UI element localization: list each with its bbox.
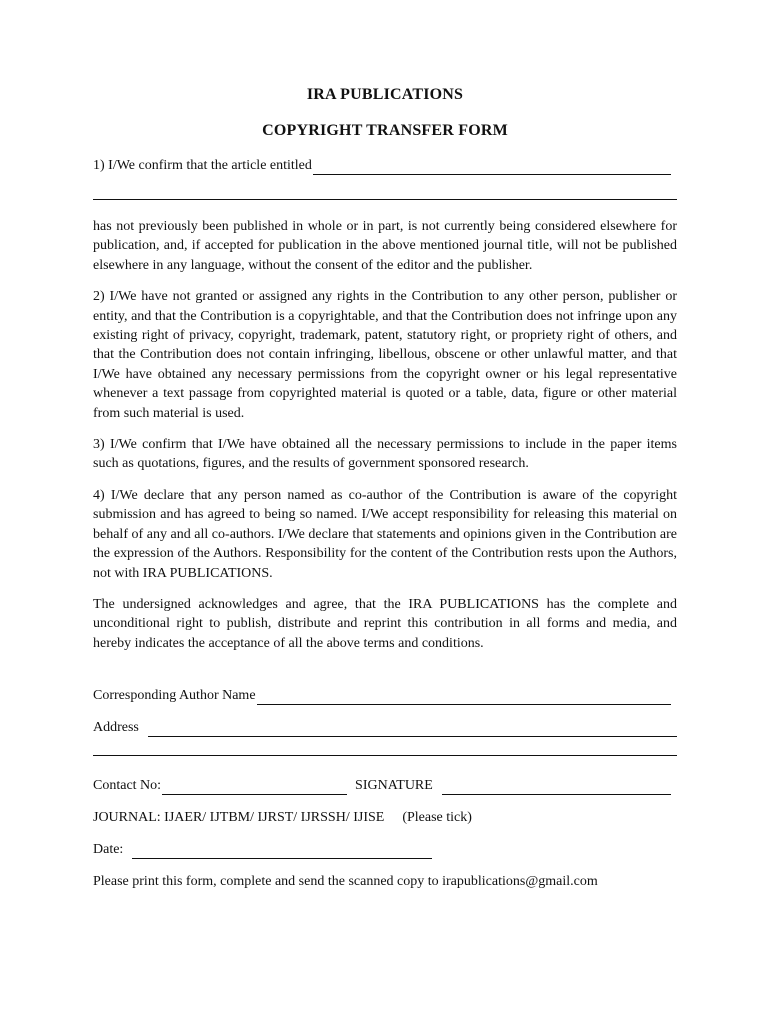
article-title-label: 1) I/We confirm that the article entitled bbox=[93, 158, 312, 173]
date-line[interactable] bbox=[132, 844, 432, 859]
journal-label: JOURNAL: IJAER/ IJTBM/ IJRST/ IJRSSH/ IJISE bbox=[93, 810, 385, 826]
date-label: Date: bbox=[93, 842, 124, 858]
address-row bbox=[93, 718, 677, 737]
form-title: COPYRIGHT TRANSFER FORM bbox=[262, 122, 508, 139]
paragraph-1: has not previously been published in whole or in part, is not currently being considered elsewhere for publication, and, if accepted for publication in the above mentioned journal title, will not be published elsewhere in any language, without the consent of the editor and the publisher. bbox=[93, 219, 677, 273]
footer-note: Please print this form, complete and send the scanned copy to irapublications@gmail.com bbox=[93, 874, 598, 890]
paragraph-3: 3) I/We confirm that I/We have obtained all the necessary permissions to include in the paper items such as quotations, figures, and the results of government sponsored research. bbox=[93, 437, 677, 472]
signature-line[interactable] bbox=[442, 780, 671, 795]
copyright-form bbox=[93, 86, 677, 892]
paragraph-4: 4) I/We declare that any person named as co-author of the Contribution is aware of the copyright submission and has agreed to being so named. I/We accept responsibility for releasing this material on behalf of any and all co-authors. I/We declare that statements and opinions given in the Contribution are the expression of the Authors. Responsibility for the content of the Contribution rests upon the Authors, not with IRA PUBLICATIONS. bbox=[93, 487, 677, 581]
article-title-line-2[interactable] bbox=[93, 199, 677, 200]
date-row bbox=[93, 840, 677, 859]
contact-line[interactable] bbox=[162, 780, 347, 795]
publisher-title: IRA PUBLICATIONS bbox=[306, 86, 464, 103]
article-title-row bbox=[93, 156, 677, 175]
paragraph-5: The undersigned acknowledges and agree, that the IRA PUBLICATIONS has the complete and unconditional right to publish, distribute and reprint this contribution in all forms and media, and hereby indicates the acceptance of all the above terms and conditions. bbox=[93, 596, 677, 651]
signature-block bbox=[93, 686, 677, 891]
contact-row bbox=[93, 776, 677, 795]
contact-label: Contact No: bbox=[93, 778, 162, 794]
signature-label: SIGNATURE bbox=[355, 778, 433, 794]
author-label: Corresponding Author Name bbox=[93, 688, 256, 704]
article-title-line[interactable] bbox=[313, 160, 671, 175]
author-line[interactable] bbox=[257, 690, 671, 705]
journal-hint: (Please tick) bbox=[402, 810, 472, 826]
paragraph-2: 2) I/We have not granted or assigned any rights in the Contribution to any other person, publisher or entity, and that the Contribution is a copyrightable, and that the Contribution does not infringe upon any existing right of privacy, copyright, trademark, patent, statutory right, or propriety right of others, and that the Contribution does not contain infringing, libellous, obscene or other unlawful matter, and that I/We have obtained any necessary permissions from the copyright owner or his legal representative whenever a text passage from copyrighted material is quoted or a table, data, figure or other material from such material is used. bbox=[93, 289, 677, 421]
author-row bbox=[93, 686, 677, 705]
address-label: Address bbox=[93, 720, 139, 736]
address-line[interactable] bbox=[148, 722, 677, 737]
address-line-2[interactable] bbox=[93, 755, 677, 756]
journal-row bbox=[93, 808, 677, 827]
